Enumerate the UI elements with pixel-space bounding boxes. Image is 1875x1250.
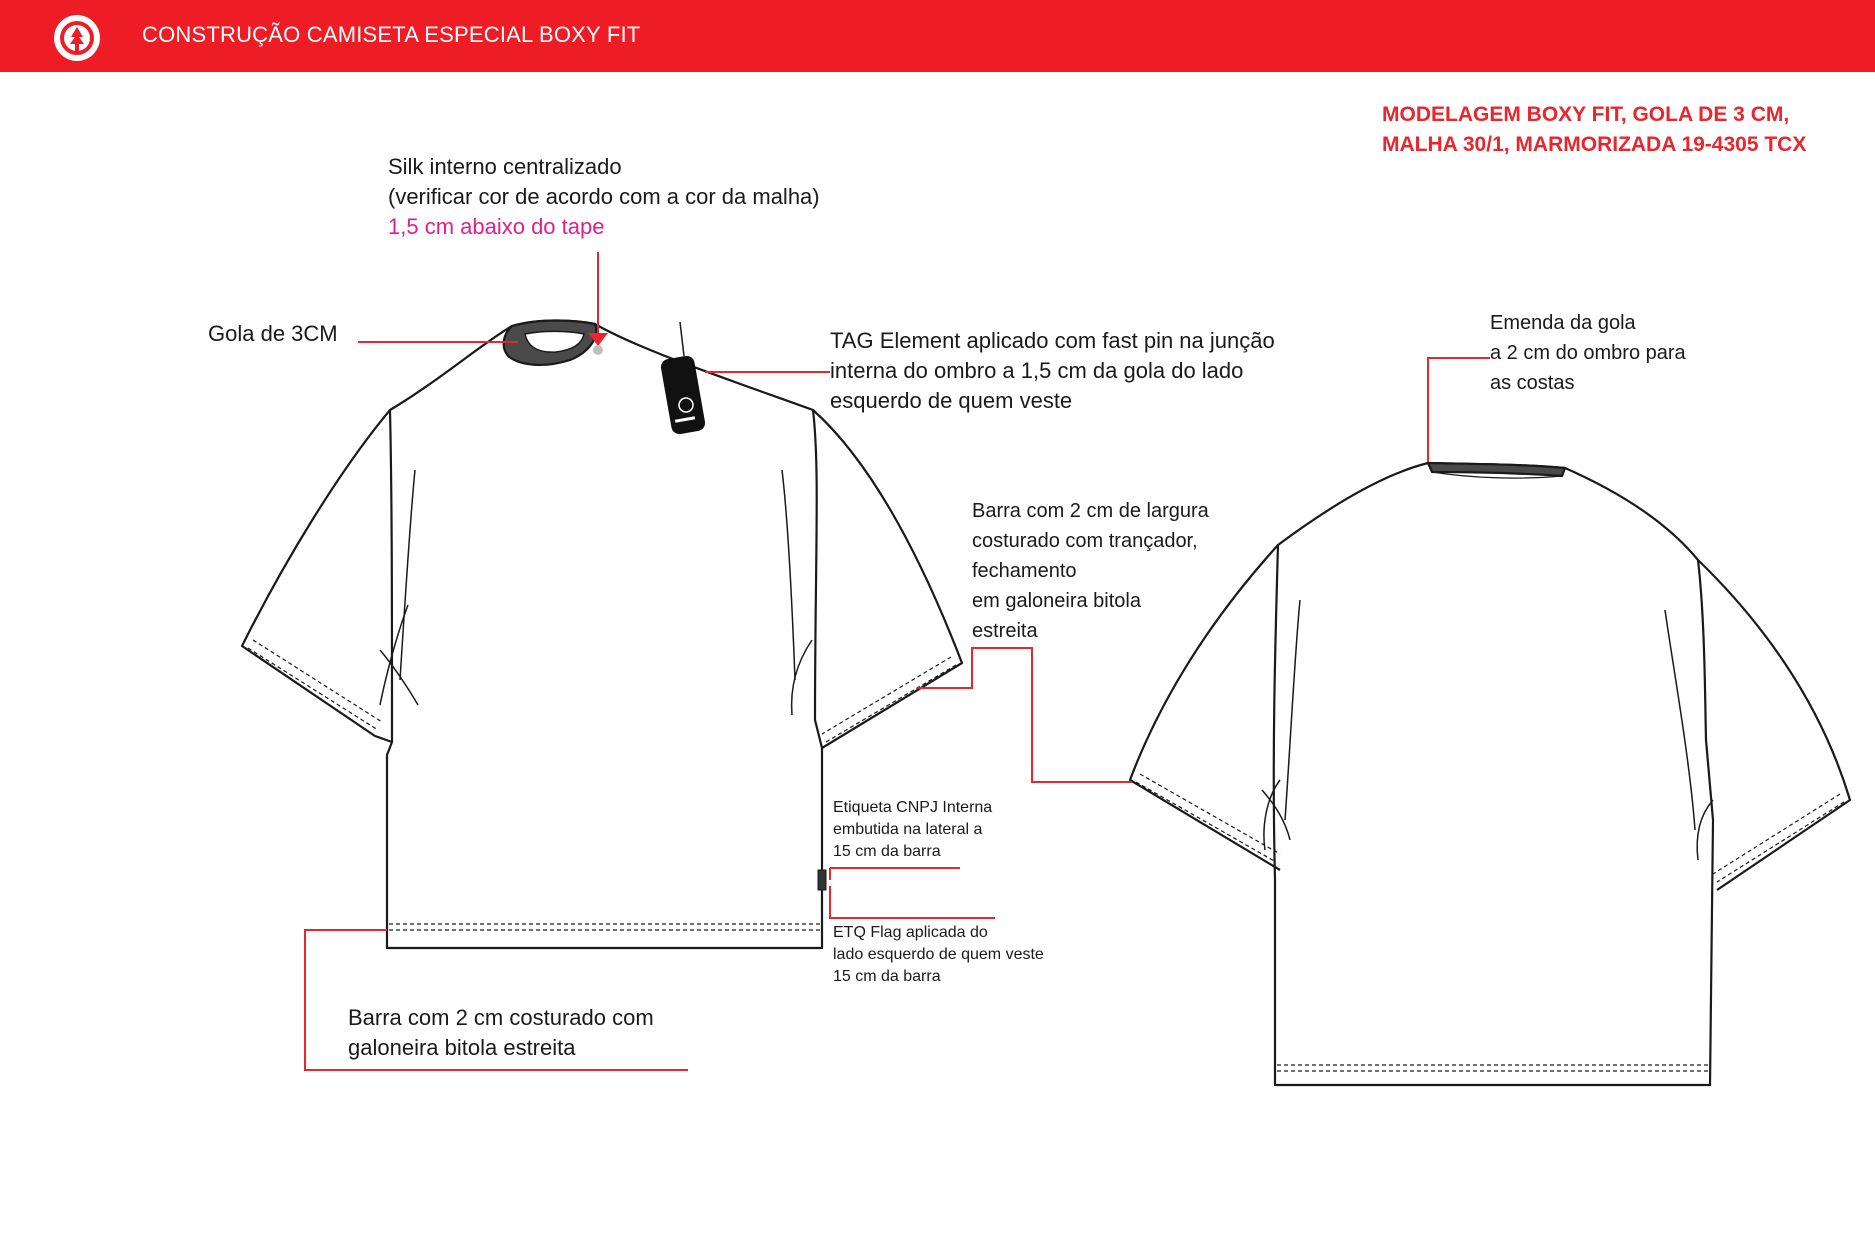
front-body-outline: [387, 321, 822, 949]
note-collar-seam-line-1: Emenda da gola: [1490, 312, 1636, 334]
hang-tag: [660, 322, 707, 435]
leader-flag: [830, 886, 995, 918]
note-flag-line-2: lado esquerdo de quem veste: [833, 946, 1044, 963]
back-tshirt: [1130, 463, 1850, 1085]
note-sleeve-hem-line-5: estreita: [972, 620, 1038, 642]
note-cnpj-line-1: Etiqueta CNPJ Interna: [833, 799, 993, 816]
note-silk-line-2: (verificar cor de acordo com a cor da malha): [388, 184, 820, 209]
note-collar-seam-line-2: a 2 cm do ombro para: [1490, 342, 1686, 364]
note-bottom-hem: [348, 1003, 654, 1063]
note-collar-seam: [1490, 308, 1686, 398]
cnpj-label-mark: [818, 870, 826, 890]
front-right-sleeve: [813, 410, 962, 748]
note-bottom-hem-line-1: Barra com 2 cm costurado com: [348, 1005, 654, 1030]
note-sleeve-hem-line-1: Barra com 2 cm de largura: [972, 500, 1209, 522]
note-collar-seam-line-3: as costas: [1490, 372, 1575, 394]
front-left-sleeve: [242, 410, 392, 742]
note-flag-line-3: 15 cm da barra: [833, 968, 941, 985]
note-tag-line-3: esquerdo de quem veste: [830, 388, 1073, 413]
note-sleeve-hem: [972, 496, 1209, 646]
note-sleeve-hem-line-2: costurado com trançador,: [972, 530, 1198, 552]
note-flag-line-1: ETQ Flag aplicada do: [833, 924, 988, 941]
note-silk-line-1: Silk interno centralizado: [388, 154, 622, 179]
back-right-sleeve: [1698, 560, 1850, 890]
leader-collar-seam: [1428, 358, 1490, 462]
note-cnpj-label: [833, 797, 992, 863]
back-body-outline: [1274, 463, 1713, 1085]
note-tag: [830, 326, 1275, 416]
note-tag-line-2: interna do ombro a 1,5 cm da gola do lado: [830, 358, 1244, 383]
leader-sleeve-hem: [918, 648, 1132, 782]
spec-line-2: MALHA 30/1, MARMORIZADA 19-4305 TCX: [1382, 133, 1807, 156]
note-sleeve-hem-line-4: em galoneira bitola: [972, 590, 1141, 612]
note-bottom-hem-line-2: galoneira bitola estreita: [348, 1035, 576, 1060]
note-tag-line-1: TAG Element aplicado com fast pin na junção: [830, 328, 1275, 353]
note-silk-line-3: 1,5 cm abaixo do tape: [388, 214, 605, 239]
note-sleeve-hem-line-3: fechamento: [972, 560, 1077, 582]
note-collar: Gola de 3CM: [208, 321, 338, 346]
spec-line-1: MODELAGEM BOXY FIT, GOLA DE 3 CM,: [1382, 103, 1790, 126]
note-cnpj-line-2: embutida na lateral a: [833, 821, 983, 838]
note-cnpj-line-3: 15 cm da barra: [833, 843, 941, 860]
note-silk: [388, 152, 820, 242]
page-title: CONSTRUÇÃO CAMISETA ESPECIAL BOXY FIT: [142, 22, 641, 47]
note-flag-label: [833, 922, 1044, 988]
